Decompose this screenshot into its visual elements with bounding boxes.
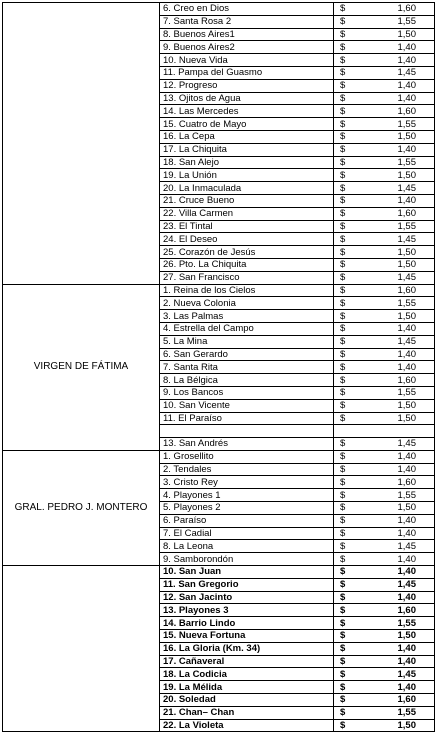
currency-symbol: $: [334, 591, 374, 604]
price-value: 1,40: [374, 463, 435, 476]
locality-name: 2. Tendales: [160, 463, 334, 476]
currency-symbol: $: [334, 54, 374, 67]
price-value: 1,40: [374, 143, 435, 156]
locality-name: 5. Playones 2: [160, 502, 334, 515]
currency-symbol: $: [334, 412, 374, 425]
price-value: 1,50: [374, 412, 435, 425]
locality-name: 16. La Gloria (Km. 34): [160, 642, 334, 655]
price-value: 1,40: [374, 591, 435, 604]
currency-symbol: $: [334, 361, 374, 374]
price-value: 1,45: [374, 335, 435, 348]
currency-symbol: $: [334, 399, 374, 412]
locality-name: 22. La Violeta: [160, 719, 334, 732]
locality-name: 2. Nueva Colonia: [160, 297, 334, 310]
locality-name: 22. Villa Carmen: [160, 207, 334, 220]
currency-symbol: $: [334, 246, 374, 259]
locality-name: 21. Chan– Chan: [160, 706, 334, 719]
currency-symbol: $: [334, 374, 374, 387]
currency-symbol: $: [334, 220, 374, 233]
locality-name: 23. El Tintal: [160, 220, 334, 233]
table-group: [3, 284, 435, 450]
price-value: 1,40: [374, 41, 435, 54]
currency-symbol: $: [334, 105, 374, 118]
currency-symbol: $: [334, 489, 374, 502]
currency-symbol: $: [334, 527, 374, 540]
currency-symbol: $: [334, 156, 374, 169]
price-value: 1,60: [374, 476, 435, 489]
table-row: [3, 3, 435, 16]
currency-symbol: $: [334, 348, 374, 361]
locality-name: 7. Santa Rita: [160, 361, 334, 374]
locality-name: 7. Santa Rosa 2: [160, 15, 334, 28]
locality-name: 5. La Mina: [160, 335, 334, 348]
locality-name: 8. La Bélgica: [160, 374, 334, 387]
locality-name: 19. La Mélida: [160, 681, 334, 694]
price-value: 1,55: [374, 156, 435, 169]
locality-name: 9. Samborondón: [160, 553, 334, 566]
price-value: 1,40: [374, 450, 435, 463]
currency-symbol: $: [334, 182, 374, 195]
currency-symbol: $: [334, 258, 374, 271]
currency-symbol: $: [334, 284, 374, 297]
price-value: 1,60: [374, 3, 435, 16]
locality-name: 6. San Gerardo: [160, 348, 334, 361]
currency-symbol: $: [334, 15, 374, 28]
locality-name: 13. Ojitos de Agua: [160, 92, 334, 105]
price-value: 1,50: [374, 310, 435, 323]
currency-symbol: $: [334, 386, 374, 399]
price-value: 1,60: [374, 604, 435, 617]
currency-symbol: $: [334, 92, 374, 105]
group-label: [3, 566, 160, 732]
price-value: 1,60: [374, 694, 435, 707]
locality-name: 20. Soledad: [160, 694, 334, 707]
currency-symbol: $: [334, 502, 374, 515]
currency-symbol: $: [334, 41, 374, 54]
locality-name: 19. La Unión: [160, 169, 334, 182]
locality-name: 1. Grosellito: [160, 450, 334, 463]
price-value: 1,45: [374, 578, 435, 591]
currency-symbol: $: [334, 79, 374, 92]
price-value: 1,45: [374, 66, 435, 79]
locality-name: 11. San Gregorio: [160, 578, 334, 591]
currency-symbol: $: [334, 553, 374, 566]
currency-symbol: $: [334, 476, 374, 489]
currency-symbol: $: [334, 194, 374, 207]
table-group: [3, 3, 435, 285]
locality-name: 10. San Juan: [160, 566, 334, 579]
price-value: 1,50: [374, 28, 435, 41]
price-value: 1,40: [374, 527, 435, 540]
locality-name: 8. Buenos Aires1: [160, 28, 334, 41]
currency-symbol: $: [334, 463, 374, 476]
table-row: [3, 284, 435, 297]
locality-name: 8. La Leona: [160, 540, 334, 553]
group-label: [3, 3, 160, 285]
currency-symbol: $: [334, 681, 374, 694]
locality-name: 6. Paraíso: [160, 514, 334, 527]
price-value: [374, 425, 435, 438]
price-value: 1,40: [374, 361, 435, 374]
price-value: 1,40: [374, 194, 435, 207]
locality-name: 9. Los Bancos: [160, 386, 334, 399]
currency-symbol: $: [334, 604, 374, 617]
price-value: 1,60: [374, 105, 435, 118]
price-value: 1,40: [374, 681, 435, 694]
currency-symbol: $: [334, 706, 374, 719]
currency-symbol: $: [334, 310, 374, 323]
currency-symbol: $: [334, 233, 374, 246]
currency-symbol: $: [334, 207, 374, 220]
currency-symbol: $: [334, 566, 374, 579]
price-value: 1,50: [374, 502, 435, 515]
price-value: 1,60: [374, 207, 435, 220]
price-value: 1,45: [374, 540, 435, 553]
price-value: 1,40: [374, 79, 435, 92]
locality-name: 17. La Chiquita: [160, 143, 334, 156]
locality-name: 15. Cuatro de Mayo: [160, 118, 334, 131]
locality-name: 20. La Inmaculada: [160, 182, 334, 195]
locality-name: 13. San Andrés: [160, 438, 334, 451]
locality-name: 4. Estrella del Campo: [160, 322, 334, 335]
price-value: 1,50: [374, 246, 435, 259]
locality-name: [160, 425, 334, 438]
price-value: 1,55: [374, 706, 435, 719]
price-value: 1,50: [374, 130, 435, 143]
price-value: 1,55: [374, 297, 435, 310]
locality-name: 10. San Vicente: [160, 399, 334, 412]
price-value: 1,45: [374, 271, 435, 284]
currency-symbol: $: [334, 578, 374, 591]
price-value: 1,55: [374, 617, 435, 630]
locality-name: 11. El Paraíso: [160, 412, 334, 425]
locality-name: 1. Reina de los Cielos: [160, 284, 334, 297]
currency-symbol: $: [334, 540, 374, 553]
locality-name: 25. Corazón de Jesús: [160, 246, 334, 259]
locality-name: 6. Creo en Dios: [160, 3, 334, 16]
locality-name: 27. San Francisco: [160, 271, 334, 284]
table-group: [3, 450, 435, 565]
currency-symbol: $: [334, 169, 374, 182]
price-value: 1,40: [374, 514, 435, 527]
locality-name: 10. Nueva Vida: [160, 54, 334, 67]
currency-symbol: $: [334, 66, 374, 79]
currency-symbol: $: [334, 143, 374, 156]
locality-name: 14. Barrio Lindo: [160, 617, 334, 630]
group-label: GRAL. PEDRO J. MONTERO: [3, 450, 160, 565]
currency-symbol: $: [334, 297, 374, 310]
currency-symbol: $: [334, 322, 374, 335]
locality-name: 4. Playones 1: [160, 489, 334, 502]
locality-name: 9. Buenos Aires2: [160, 41, 334, 54]
currency-symbol: $: [334, 719, 374, 732]
price-value: 1,55: [374, 386, 435, 399]
price-value: 1,60: [374, 374, 435, 387]
price-value: 1,45: [374, 182, 435, 195]
currency-symbol: $: [334, 655, 374, 668]
price-value: 1,40: [374, 92, 435, 105]
currency-symbol: $: [334, 617, 374, 630]
price-value: 1,40: [374, 322, 435, 335]
locality-name: 13. Playones 3: [160, 604, 334, 617]
locality-name: 15. Nueva Fortuna: [160, 630, 334, 643]
currency-symbol: $: [334, 438, 374, 451]
locality-name: 18. San Alejo: [160, 156, 334, 169]
price-value: 1,40: [374, 348, 435, 361]
price-value: 1,50: [374, 169, 435, 182]
price-value: 1,60: [374, 284, 435, 297]
price-table: [2, 2, 435, 732]
currency-symbol: $: [334, 118, 374, 131]
locality-name: 24. El Deseo: [160, 233, 334, 246]
currency-symbol: $: [334, 514, 374, 527]
currency-symbol: $: [334, 28, 374, 41]
currency-symbol: $: [334, 335, 374, 348]
currency-symbol: $: [334, 3, 374, 16]
price-value: 1,55: [374, 118, 435, 131]
price-value: 1,55: [374, 15, 435, 28]
locality-name: 18. La Codicia: [160, 668, 334, 681]
locality-name: 21. Cruce Bueno: [160, 194, 334, 207]
table-row: [3, 566, 435, 579]
locality-name: 3. Las Palmas: [160, 310, 334, 323]
price-value: 1,45: [374, 233, 435, 246]
locality-name: 12. San Jacinto: [160, 591, 334, 604]
price-value: 1,40: [374, 642, 435, 655]
price-value: 1,40: [374, 553, 435, 566]
currency-symbol: $: [334, 630, 374, 643]
locality-name: 3. Cristo Rey: [160, 476, 334, 489]
currency-symbol: $: [334, 450, 374, 463]
price-value: 1,50: [374, 719, 435, 732]
price-value: 1,50: [374, 630, 435, 643]
price-value: 1,45: [374, 438, 435, 451]
currency-symbol: $: [334, 642, 374, 655]
currency-symbol: $: [334, 668, 374, 681]
price-value: 1,45: [374, 668, 435, 681]
locality-name: 14. Las Mercedes: [160, 105, 334, 118]
locality-name: 7. El Cadial: [160, 527, 334, 540]
locality-name: 17. Cañaveral: [160, 655, 334, 668]
table-row: [3, 450, 435, 463]
currency-symbol: [334, 425, 374, 438]
price-value: 1,55: [374, 489, 435, 502]
price-value: 1,50: [374, 258, 435, 271]
currency-symbol: $: [334, 130, 374, 143]
locality-name: 12. Progreso: [160, 79, 334, 92]
price-value: 1,50: [374, 399, 435, 412]
price-value: 1,40: [374, 566, 435, 579]
group-label: VIRGEN DE FÁTIMA: [3, 284, 160, 450]
locality-name: 16. La Cepa: [160, 130, 334, 143]
currency-symbol: $: [334, 694, 374, 707]
price-value: 1,40: [374, 54, 435, 67]
currency-symbol: $: [334, 271, 374, 284]
table-group: [3, 566, 435, 732]
price-value: 1,40: [374, 655, 435, 668]
locality-name: 11. Pampa del Guasmo: [160, 66, 334, 79]
locality-name: 26. Pto. La Chiquita: [160, 258, 334, 271]
price-value: 1,55: [374, 220, 435, 233]
